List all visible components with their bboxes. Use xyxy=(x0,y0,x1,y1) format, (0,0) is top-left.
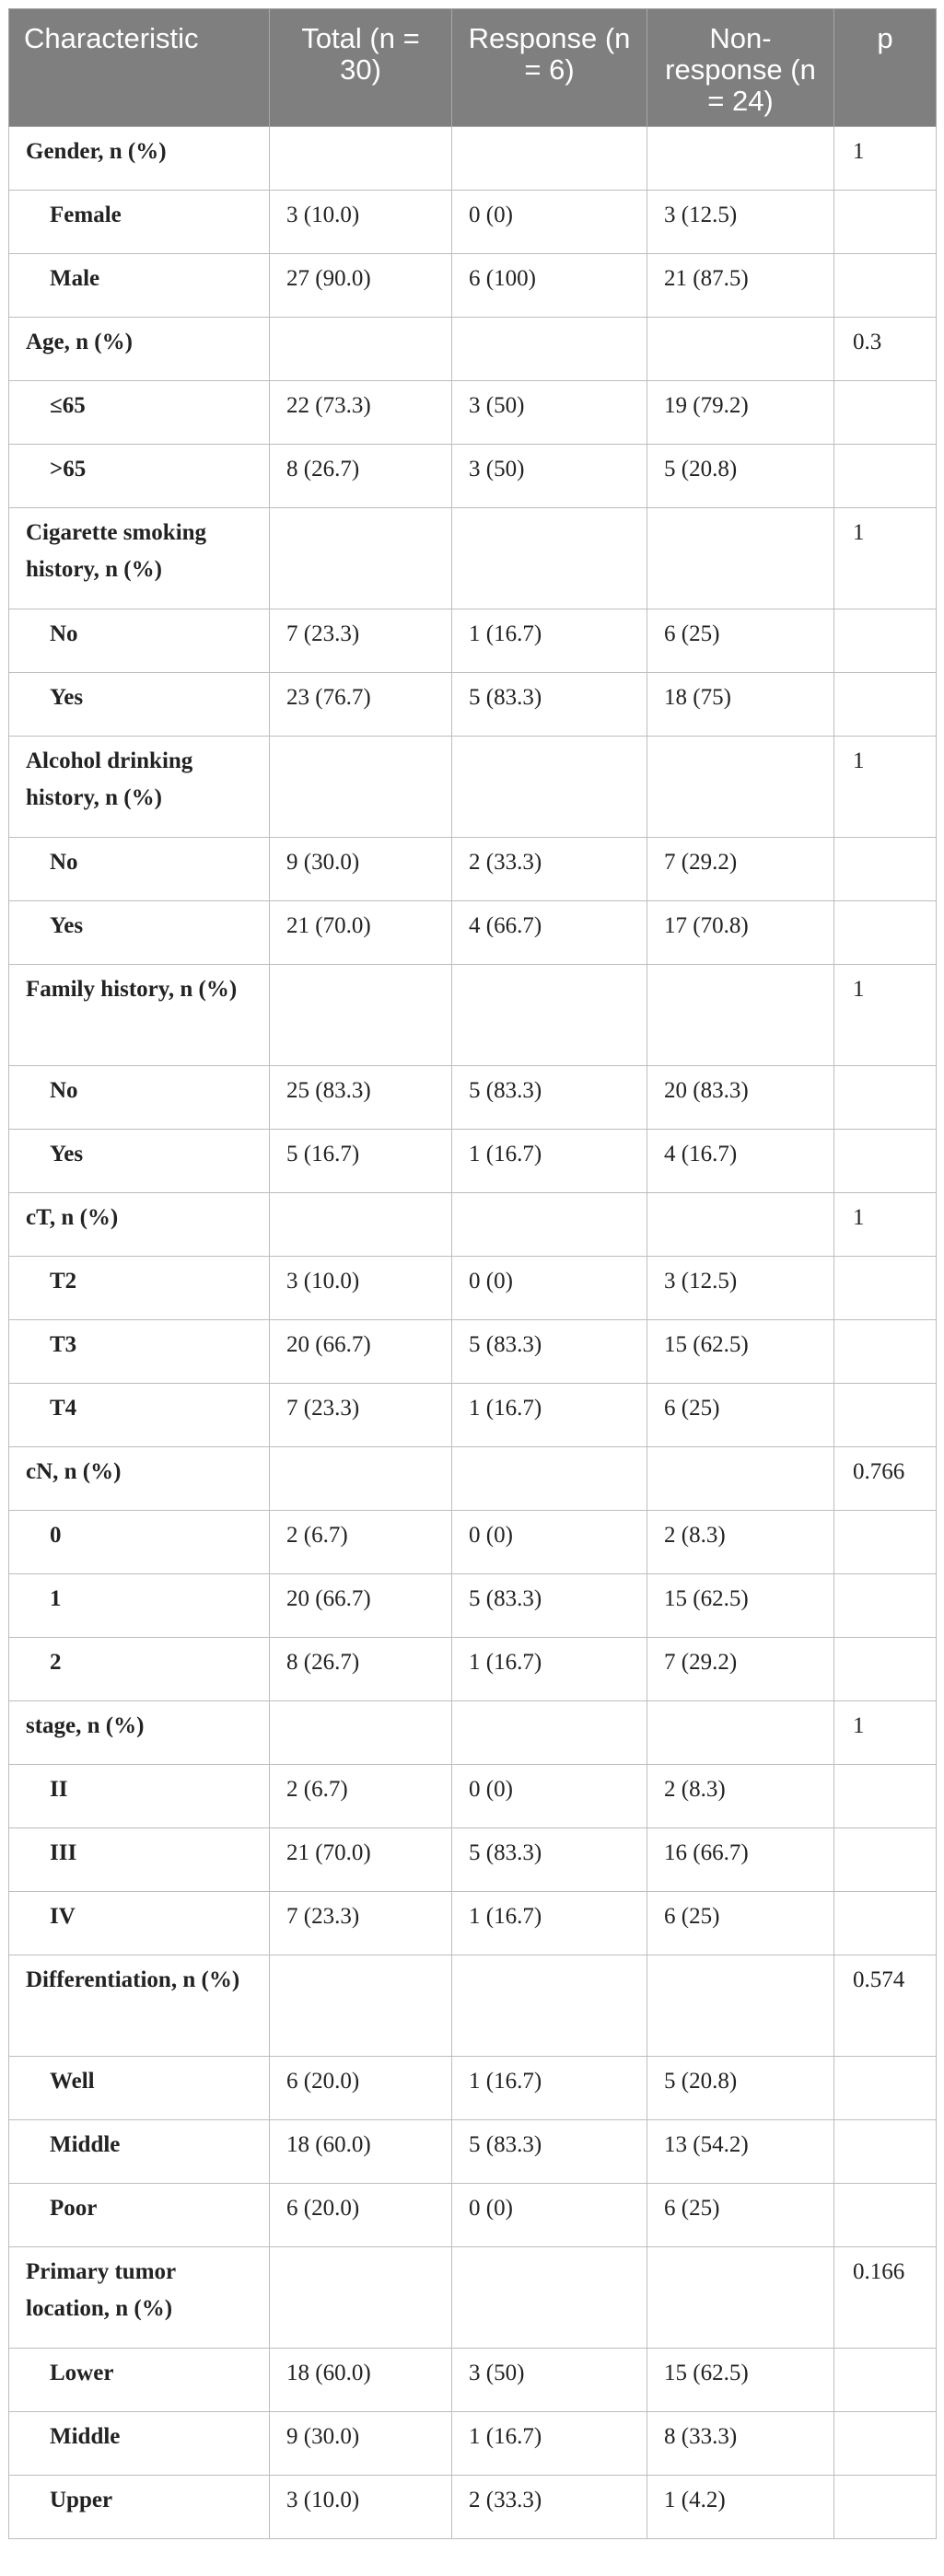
cell-nonresponse xyxy=(647,318,834,381)
table-row xyxy=(9,1574,937,1638)
row-label: ≤65 xyxy=(9,381,270,445)
row-label: Upper xyxy=(9,2476,270,2539)
cell-response: 1 (16.7) xyxy=(452,609,647,673)
cell-total: 2 (6.7) xyxy=(270,1511,452,1574)
cell-total: 6 (20.0) xyxy=(270,2184,452,2247)
table-row xyxy=(9,1066,937,1130)
group-row xyxy=(9,965,937,1066)
cell-nonresponse xyxy=(647,965,834,1066)
cell-p-value: 1 xyxy=(834,737,937,838)
header-response: Response (n = 6) xyxy=(452,9,647,127)
row-label: No xyxy=(9,609,270,673)
cell-response xyxy=(452,2247,647,2349)
cell-response: 1 (16.7) xyxy=(452,1384,647,1447)
cell-response: 2 (33.3) xyxy=(452,838,647,901)
cell-response: 1 (16.7) xyxy=(452,1638,647,1701)
cell-nonresponse: 19 (79.2) xyxy=(647,381,834,445)
table-row xyxy=(9,2412,937,2476)
cell-total: 3 (10.0) xyxy=(270,191,452,254)
cell-nonresponse: 2 (8.3) xyxy=(647,1765,834,1828)
cell-p-value xyxy=(834,1892,937,1955)
cell-nonresponse: 13 (54.2) xyxy=(647,2120,834,2184)
row-label: Cigarette smoking history, n (%) xyxy=(9,508,270,609)
row-label: cN, n (%) xyxy=(9,1447,270,1511)
cell-p-value: 1 xyxy=(834,1701,937,1765)
cell-p-value xyxy=(834,1765,937,1828)
cell-p-value: 0.3 xyxy=(834,318,937,381)
cell-p-value xyxy=(834,381,937,445)
row-label: Middle xyxy=(9,2120,270,2184)
cell-p-value xyxy=(834,1257,937,1320)
row-label: Poor xyxy=(9,2184,270,2247)
table-row xyxy=(9,2120,937,2184)
table-row xyxy=(9,1130,937,1193)
row-label: Yes xyxy=(9,1130,270,1193)
header-characteristic: Characteristic xyxy=(9,9,270,127)
cell-response: 0 (0) xyxy=(452,1511,647,1574)
cell-total: 3 (10.0) xyxy=(270,1257,452,1320)
cell-total: 20 (66.7) xyxy=(270,1320,452,1384)
cell-nonresponse xyxy=(647,737,834,838)
cell-p-value: 0.166 xyxy=(834,2247,937,2349)
table-body xyxy=(9,127,937,2539)
cell-nonresponse: 5 (20.8) xyxy=(647,2057,834,2120)
row-label: 2 xyxy=(9,1638,270,1701)
cell-total: 27 (90.0) xyxy=(270,254,452,318)
cell-response: 1 (16.7) xyxy=(452,2412,647,2476)
cell-response: 6 (100) xyxy=(452,254,647,318)
cell-total: 9 (30.0) xyxy=(270,838,452,901)
cell-response: 3 (50) xyxy=(452,2349,647,2412)
table-container xyxy=(8,8,936,2539)
cell-response xyxy=(452,737,647,838)
row-label: T3 xyxy=(9,1320,270,1384)
table-row xyxy=(9,1384,937,1447)
cell-p-value xyxy=(834,254,937,318)
cell-p-value xyxy=(834,2349,937,2412)
cell-total: 2 (6.7) xyxy=(270,1765,452,1828)
cell-p-value xyxy=(834,1384,937,1447)
cell-total xyxy=(270,1193,452,1257)
cell-nonresponse: 17 (70.8) xyxy=(647,901,834,965)
cell-total: 3 (10.0) xyxy=(270,2476,452,2539)
row-label: Age, n (%) xyxy=(9,318,270,381)
cell-response xyxy=(452,318,647,381)
cell-p-value xyxy=(834,1574,937,1638)
table-row xyxy=(9,1638,937,1701)
cell-response: 1 (16.7) xyxy=(452,1892,647,1955)
cell-p-value xyxy=(834,609,937,673)
cell-nonresponse xyxy=(647,1447,834,1511)
cell-total xyxy=(270,1447,452,1511)
cell-nonresponse: 8 (33.3) xyxy=(647,2412,834,2476)
group-row xyxy=(9,127,937,191)
cell-response xyxy=(452,1701,647,1765)
group-row xyxy=(9,2247,937,2349)
cell-nonresponse xyxy=(647,127,834,191)
cell-nonresponse: 15 (62.5) xyxy=(647,1574,834,1638)
cell-total xyxy=(270,737,452,838)
row-label: cT, n (%) xyxy=(9,1193,270,1257)
cell-p-value: 0.574 xyxy=(834,1955,937,2057)
cell-total: 5 (16.7) xyxy=(270,1130,452,1193)
cell-total: 8 (26.7) xyxy=(270,445,452,508)
cell-response: 5 (83.3) xyxy=(452,1828,647,1892)
cell-total: 9 (30.0) xyxy=(270,2412,452,2476)
row-label: Differentiation, n (%) xyxy=(9,1955,270,2057)
cell-p-value xyxy=(834,2412,937,2476)
cell-nonresponse xyxy=(647,1955,834,2057)
cell-nonresponse xyxy=(647,2247,834,2349)
row-label: Gender, n (%) xyxy=(9,127,270,191)
cell-total: 21 (70.0) xyxy=(270,1828,452,1892)
cell-nonresponse: 6 (25) xyxy=(647,2184,834,2247)
table-row xyxy=(9,2057,937,2120)
row-label: stage, n (%) xyxy=(9,1701,270,1765)
row-label: Well xyxy=(9,2057,270,2120)
cell-total: 18 (60.0) xyxy=(270,2120,452,2184)
header-row xyxy=(9,9,937,127)
header-total: Total (n = 30) xyxy=(270,9,452,127)
table-row xyxy=(9,1257,937,1320)
row-label: III xyxy=(9,1828,270,1892)
table-row xyxy=(9,673,937,737)
group-row xyxy=(9,1193,937,1257)
cell-response: 5 (83.3) xyxy=(452,2120,647,2184)
table-row xyxy=(9,254,937,318)
cell-response: 2 (33.3) xyxy=(452,2476,647,2539)
cell-p-value xyxy=(834,2057,937,2120)
row-label: IV xyxy=(9,1892,270,1955)
cell-total: 25 (83.3) xyxy=(270,1066,452,1130)
cell-total: 6 (20.0) xyxy=(270,2057,452,2120)
cell-total: 23 (76.7) xyxy=(270,673,452,737)
cell-p-value xyxy=(834,1320,937,1384)
cell-response: 5 (83.3) xyxy=(452,1066,647,1130)
cell-total: 21 (70.0) xyxy=(270,901,452,965)
cell-nonresponse xyxy=(647,1701,834,1765)
row-label: Family history, n (%) xyxy=(9,965,270,1066)
cell-total: 8 (26.7) xyxy=(270,1638,452,1701)
cell-total xyxy=(270,965,452,1066)
cell-total: 18 (60.0) xyxy=(270,2349,452,2412)
cell-total: 22 (73.3) xyxy=(270,381,452,445)
cell-nonresponse: 6 (25) xyxy=(647,1384,834,1447)
cell-total xyxy=(270,1701,452,1765)
group-row xyxy=(9,1447,937,1511)
table-row xyxy=(9,1511,937,1574)
cell-nonresponse: 15 (62.5) xyxy=(647,2349,834,2412)
cell-p-value xyxy=(834,673,937,737)
cell-p-value xyxy=(834,1511,937,1574)
row-label: No xyxy=(9,838,270,901)
cell-nonresponse: 4 (16.7) xyxy=(647,1130,834,1193)
cell-p-value xyxy=(834,445,937,508)
cell-response xyxy=(452,508,647,609)
cell-total xyxy=(270,127,452,191)
group-row xyxy=(9,1701,937,1765)
cell-p-value xyxy=(834,2184,937,2247)
row-label: Middle xyxy=(9,2412,270,2476)
row-label: >65 xyxy=(9,445,270,508)
cell-nonresponse: 20 (83.3) xyxy=(647,1066,834,1130)
cell-response: 5 (83.3) xyxy=(452,1320,647,1384)
cell-response xyxy=(452,965,647,1066)
cell-p-value xyxy=(834,1066,937,1130)
group-row xyxy=(9,1955,937,2057)
header-p: p xyxy=(834,9,937,127)
row-label: Yes xyxy=(9,901,270,965)
cell-p-value: 1 xyxy=(834,127,937,191)
row-label: Female xyxy=(9,191,270,254)
cell-response: 0 (0) xyxy=(452,191,647,254)
row-label: T4 xyxy=(9,1384,270,1447)
group-row xyxy=(9,508,937,609)
cell-p-value: 1 xyxy=(834,965,937,1066)
cell-nonresponse: 3 (12.5) xyxy=(647,1257,834,1320)
table-row xyxy=(9,2184,937,2247)
cell-nonresponse: 6 (25) xyxy=(647,609,834,673)
cell-nonresponse: 15 (62.5) xyxy=(647,1320,834,1384)
table-row xyxy=(9,609,937,673)
cell-response: 5 (83.3) xyxy=(452,1574,647,1638)
table-row xyxy=(9,838,937,901)
table-row xyxy=(9,1892,937,1955)
row-label: Male xyxy=(9,254,270,318)
table-row xyxy=(9,445,937,508)
row-label: Lower xyxy=(9,2349,270,2412)
table-row xyxy=(9,381,937,445)
row-label: No xyxy=(9,1066,270,1130)
cell-p-value xyxy=(834,1828,937,1892)
cell-response: 4 (66.7) xyxy=(452,901,647,965)
cell-response xyxy=(452,1447,647,1511)
cell-nonresponse: 6 (25) xyxy=(647,1892,834,1955)
cell-nonresponse: 1 (4.2) xyxy=(647,2476,834,2539)
cell-nonresponse: 16 (66.7) xyxy=(647,1828,834,1892)
cell-response: 3 (50) xyxy=(452,445,647,508)
cell-nonresponse: 7 (29.2) xyxy=(647,838,834,901)
table-row xyxy=(9,2476,937,2539)
header-nonresponse: Non-response (n = 24) xyxy=(647,9,834,127)
cell-nonresponse xyxy=(647,1193,834,1257)
cell-total xyxy=(270,318,452,381)
cell-response: 0 (0) xyxy=(452,1765,647,1828)
row-label: T2 xyxy=(9,1257,270,1320)
cell-total: 7 (23.3) xyxy=(270,1892,452,1955)
cell-response xyxy=(452,1955,647,2057)
group-row xyxy=(9,737,937,838)
cell-p-value xyxy=(834,191,937,254)
cell-nonresponse: 21 (87.5) xyxy=(647,254,834,318)
cell-response: 0 (0) xyxy=(452,1257,647,1320)
cell-p-value xyxy=(834,1638,937,1701)
table-row xyxy=(9,1320,937,1384)
cell-p-value xyxy=(834,2476,937,2539)
table-row xyxy=(9,901,937,965)
table-row xyxy=(9,2349,937,2412)
cell-response xyxy=(452,1193,647,1257)
cell-total: 20 (66.7) xyxy=(270,1574,452,1638)
cell-total xyxy=(270,508,452,609)
cell-nonresponse: 7 (29.2) xyxy=(647,1638,834,1701)
row-label: 0 xyxy=(9,1511,270,1574)
row-label: Yes xyxy=(9,673,270,737)
cell-p-value xyxy=(834,901,937,965)
cell-total xyxy=(270,1955,452,2057)
cell-p-value xyxy=(834,838,937,901)
cell-p-value xyxy=(834,2120,937,2184)
group-row xyxy=(9,318,937,381)
cell-total xyxy=(270,2247,452,2349)
cell-response: 0 (0) xyxy=(452,2184,647,2247)
cell-response: 5 (83.3) xyxy=(452,673,647,737)
row-label: II xyxy=(9,1765,270,1828)
cell-nonresponse: 18 (75) xyxy=(647,673,834,737)
cell-nonresponse xyxy=(647,508,834,609)
table-row xyxy=(9,1765,937,1828)
cell-total: 7 (23.3) xyxy=(270,1384,452,1447)
cell-response: 3 (50) xyxy=(452,381,647,445)
cell-response xyxy=(452,127,647,191)
cell-p-value: 1 xyxy=(834,508,937,609)
cell-p-value xyxy=(834,1130,937,1193)
table-row xyxy=(9,1828,937,1892)
cell-response: 1 (16.7) xyxy=(452,2057,647,2120)
row-label: Alcohol drinking history, n (%) xyxy=(9,737,270,838)
cell-total: 7 (23.3) xyxy=(270,609,452,673)
row-label: Primary tumor location, n (%) xyxy=(9,2247,270,2349)
cell-nonresponse: 5 (20.8) xyxy=(647,445,834,508)
table-row xyxy=(9,191,937,254)
cell-response: 1 (16.7) xyxy=(452,1130,647,1193)
cell-nonresponse: 2 (8.3) xyxy=(647,1511,834,1574)
characteristics-table xyxy=(8,8,937,2539)
row-label: 1 xyxy=(9,1574,270,1638)
cell-nonresponse: 3 (12.5) xyxy=(647,191,834,254)
cell-p-value: 0.766 xyxy=(834,1447,937,1511)
cell-p-value: 1 xyxy=(834,1193,937,1257)
